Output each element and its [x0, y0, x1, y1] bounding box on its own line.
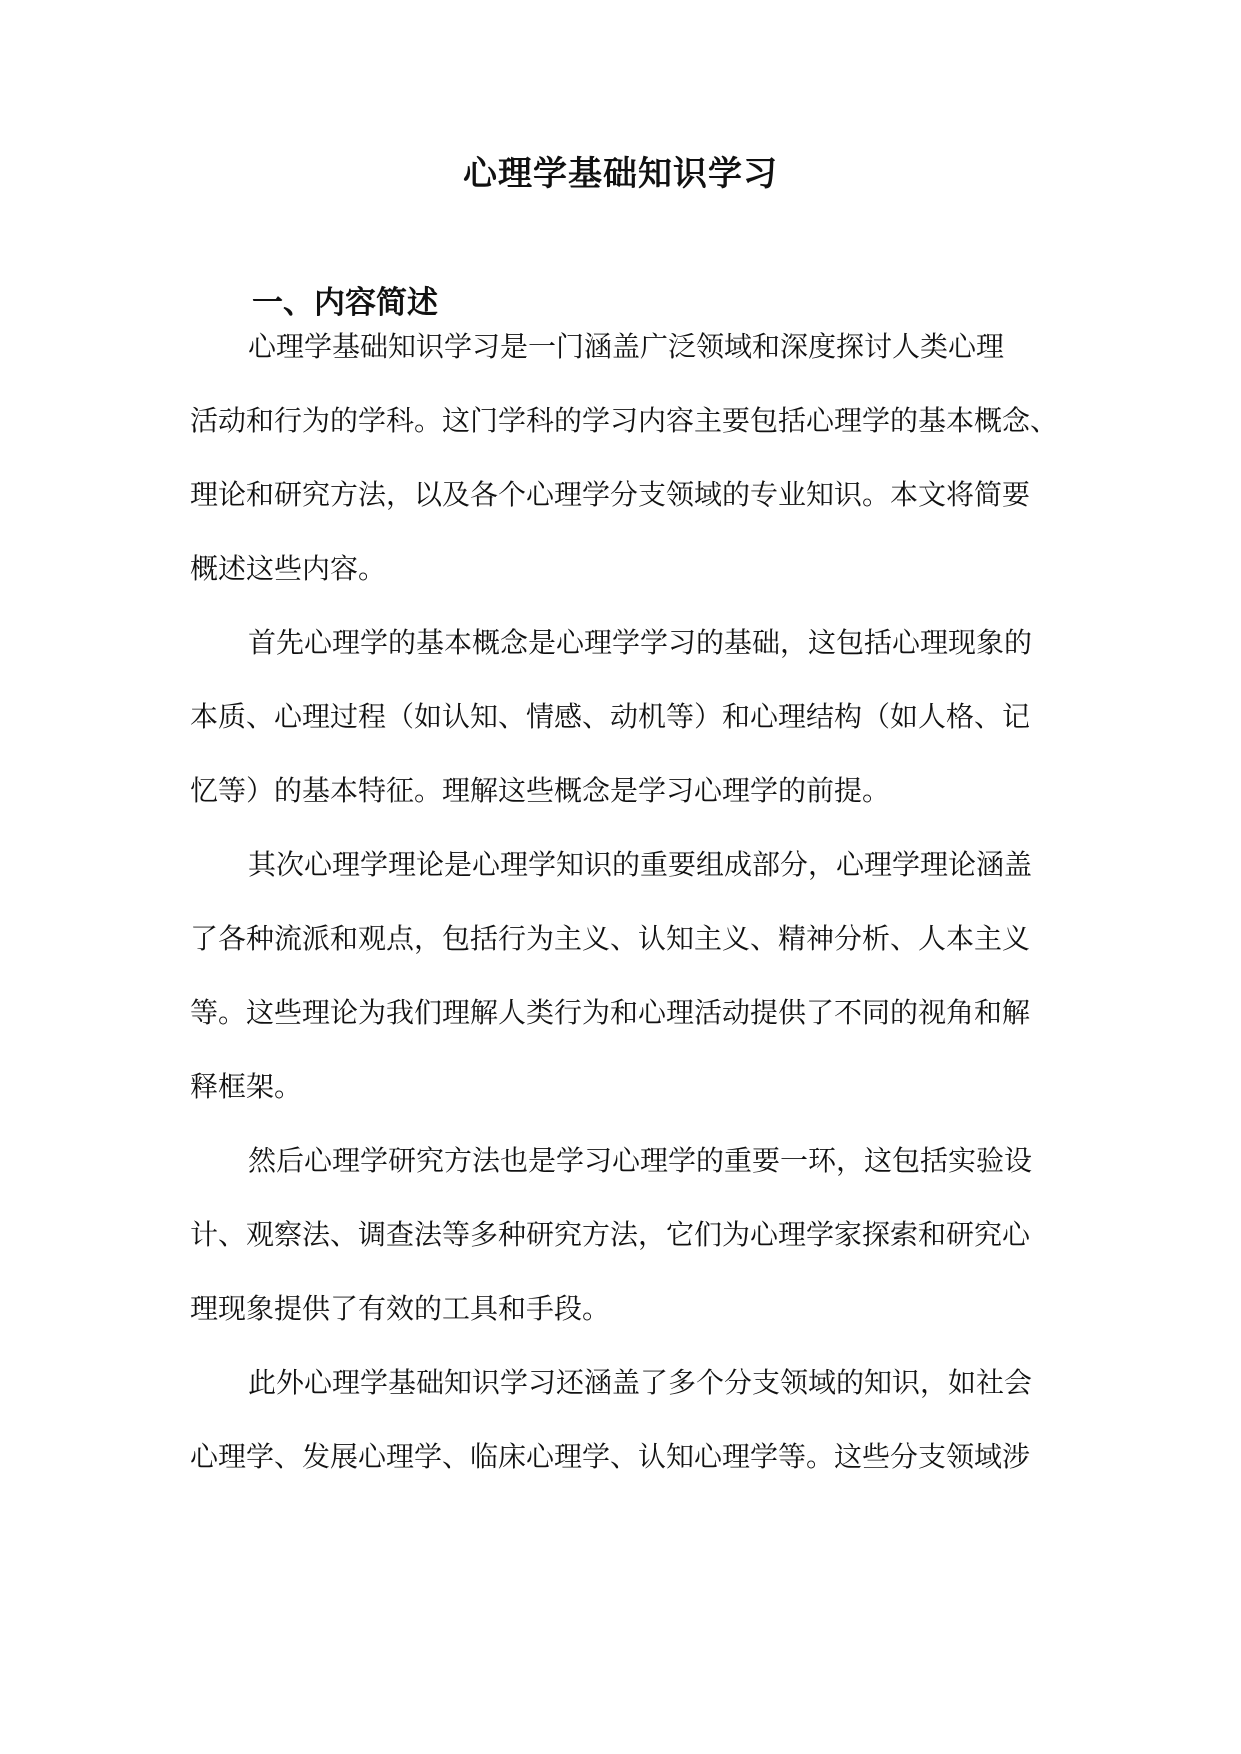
paragraph-line: 理现象提供了有效的工具和手段。: [190, 1292, 611, 1325]
paragraph-line: 忆等）的基本特征。理解这些概念是学习心理学的前提。: [190, 774, 891, 807]
paragraph-line: 此外心理学基础知识学习还涵盖了多个分支领域的知识，如社会: [248, 1366, 1033, 1399]
paragraph-line: 心理学基础知识学习是一门涵盖广泛领域和深度探讨人类心理: [248, 330, 1005, 363]
paragraph-line: 活动和行为的学科。这门学科的学习内容主要包括心理学的基本概念、: [190, 404, 1059, 437]
paragraph-line: 概述这些内容。: [190, 552, 387, 585]
paragraph-line: 然后心理学研究方法也是学习心理学的重要一环，这包括实验设: [248, 1144, 1033, 1177]
paragraph-line: 首先心理学的基本概念是心理学学习的基础，这包括心理现象的: [248, 626, 1033, 659]
paragraph-line: 本质、心理过程（如认知、情感、动机等）和心理结构（如人格、记: [190, 700, 1031, 733]
page-title: 心理学基础知识学习: [463, 154, 778, 194]
section-heading: 一、内容简述: [252, 285, 438, 321]
paragraph-line: 其次心理学理论是心理学知识的重要组成部分，心理学理论涵盖: [248, 848, 1033, 881]
paragraph-line: 理论和研究方法，以及各个心理学分支领域的专业知识。本文将简要: [190, 478, 1031, 511]
paragraph-line: 释框架。: [190, 1070, 303, 1103]
paragraph-line: 了各种流派和观点，包括行为主义、认知主义、精神分析、人本主义: [190, 922, 1031, 955]
paragraph-line: 等。这些理论为我们理解人类行为和心理活动提供了不同的视角和解: [190, 996, 1031, 1029]
paragraph-line: 心理学、发展心理学、临床心理学、认知心理学等。这些分支领域涉: [190, 1440, 1031, 1473]
paragraph-line: 计、观察法、调查法等多种研究方法，它们为心理学家探索和研究心: [190, 1218, 1031, 1251]
